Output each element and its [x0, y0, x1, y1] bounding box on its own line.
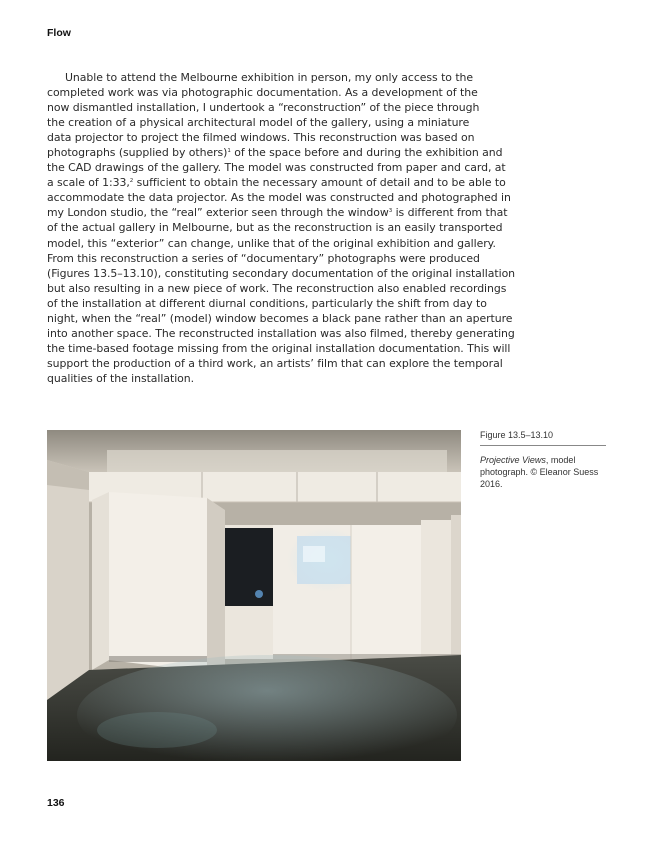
body-line: completed work was via photographic documentation. As a development of the: [47, 86, 478, 100]
figure-caption: [480, 454, 606, 490]
body-line: Unable to attend the Melbourne exhibition in person, my only access to the: [65, 71, 474, 84]
left-wall: [47, 460, 89, 700]
body-text-fragment: is different from that: [392, 206, 508, 220]
caption-line: photograph. © Eleanor Suess: [480, 467, 599, 477]
footnote-marker[interactable]: 1: [227, 148, 231, 155]
panel-front: [109, 492, 207, 672]
caption-title: Projective Views: [480, 455, 546, 465]
caption-line: [480, 454, 606, 466]
body-line: qualities of the installation.: [47, 371, 195, 385]
caption-text-fragment: , model: [545, 455, 576, 465]
panel-fold: [207, 498, 225, 672]
body-line: the time-based footage missing from the original installation documentation. This will: [47, 341, 511, 355]
footnote-marker[interactable]: 2: [129, 178, 134, 185]
caption-line: 2016.: [480, 479, 503, 489]
ceiling-light: [107, 450, 447, 472]
body-text-fragment: of the space before and during the exhibition and: [230, 146, 503, 160]
figure-photograph: [47, 430, 461, 761]
body-line: the creation of a physical architectural model of the gallery, using a miniature: [47, 116, 470, 130]
footnote-marker[interactable]: 3: [388, 208, 393, 215]
panel-left-edge: [92, 492, 109, 670]
body-line: accommodate the data projector. As the model was constructed and photographed in: [47, 191, 511, 205]
body-line: of the installation at different diurnal conditions, particularly the shift from day to: [47, 296, 487, 310]
body-line: into another space. The reconstructed installation was also filmed, thereby generating: [47, 326, 515, 340]
body-line: night, when the “real” (model) window becomes a black pane rather than an aperture: [47, 311, 513, 325]
body-text-fragment: sufficient to obtain the necessary amount of detail and to be able to: [133, 176, 506, 190]
body-line: [47, 145, 503, 160]
body-line: but also resulting in a new piece of work. The reconstruction also enabled recordings: [47, 281, 507, 295]
body-line: model, this “exterior” can change, unlike that of the original exhibition and gallery.: [47, 236, 496, 250]
figure-number: Figure 13.5–13.10: [480, 430, 554, 440]
body-line: [47, 175, 506, 190]
panel-right: [351, 525, 421, 659]
model-photograph-illustration: [47, 430, 461, 761]
page-number: 136: [47, 797, 65, 809]
body-line: data projector to project the filmed windows. This reconstruction was based on: [47, 131, 475, 145]
window-reflection: [255, 590, 263, 598]
body-line: now dismantled installation, I undertook a “reconstruction” of the piece through: [47, 101, 480, 115]
body-line: (Figures 13.5–13.10), constituting secondary documentation of the original installation: [47, 266, 516, 280]
body-line: support the production of a third work, an artists’ film that can explore the temporal: [47, 356, 503, 370]
body-text-fragment: my London studio, the “real” exterior seen through the window: [47, 206, 389, 220]
body-text-fragment: a scale of 1:33,: [47, 176, 130, 190]
body-line: From this reconstruction a series of “documentary” photographs were produced: [47, 251, 480, 265]
body-line: the CAD drawings of the gallery. The model was constructed from paper and card, at: [47, 161, 506, 175]
panel-far-right: [421, 520, 451, 660]
body-line: [47, 205, 508, 220]
body-paragraph: [47, 70, 516, 386]
window-pane: [225, 528, 273, 606]
body-line: of the actual gallery in Melbourne, but as the reconstruction is an easily transported: [47, 221, 503, 235]
body-text-fragment: photographs (supplied by others): [47, 146, 228, 160]
caption-divider: [480, 445, 606, 446]
running-head: Flow: [47, 27, 71, 39]
